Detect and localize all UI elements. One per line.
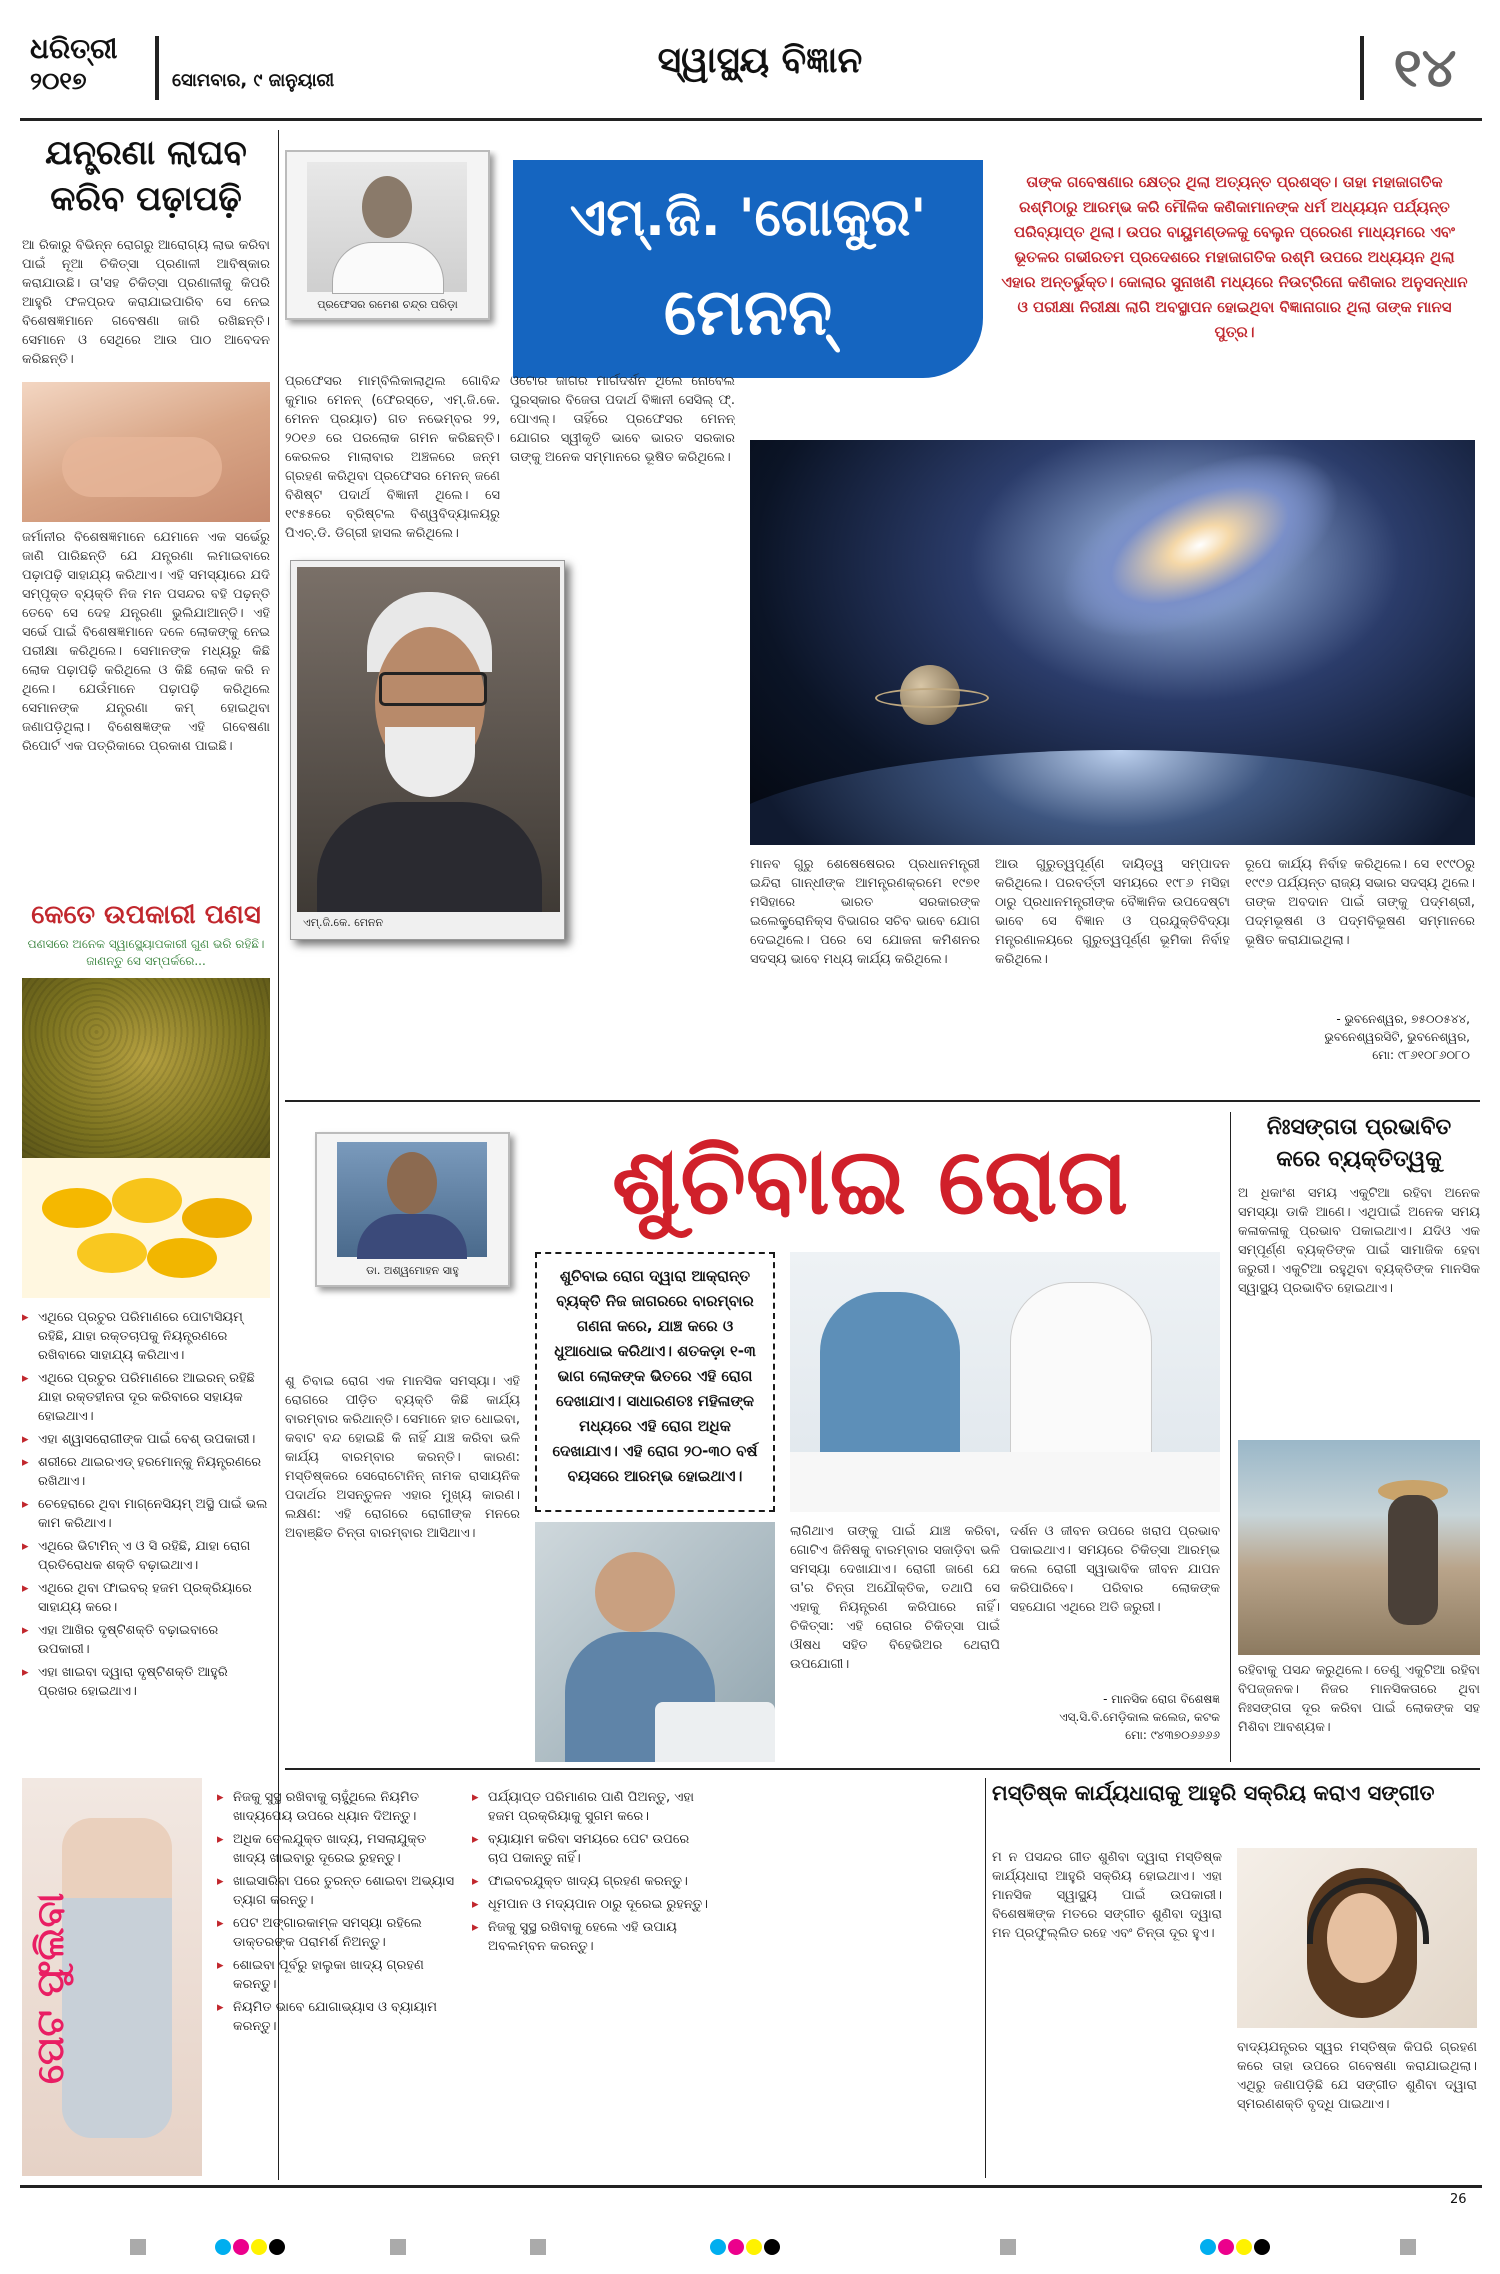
tummy-article (22, 1778, 952, 2178)
ocd-byline-3: ମୋ: ୯୪୩୭୦୬୬୬୬ (1125, 1728, 1220, 1742)
tummy-photo (22, 1778, 202, 2176)
list-item: ▸ ଏହା ଶ୍ୱାସରୋଗୀଙ୍କ ପାଇଁ ବେଶ୍ ଉପକାରୀ। (22, 1430, 270, 1449)
print-registration-marks (0, 2235, 1500, 2265)
loneliness-title-1: ନିଃସଙ୍ଗତା ପ୍ରଭାବିତ (1266, 1115, 1452, 1140)
list-item: ▸ ଖାଇସାରିବା ପରେ ତୁରନ୍ତ ଶୋଇବା ଅଭ୍ୟାସ ତ୍ୟାଗ କରନ୍ତୁ। (217, 1872, 457, 1910)
intro-text: ତାଙ୍କ ଗବେଷଣାର କ୍ଷେତ୍ର ଥିଲା ଅତ୍ୟନ୍ତ ପ୍ରଶସ୍ତ। ତାହା ମହାଜାଗତିକ ରଶ୍ମିଠାରୁ ଆରମ୍ଭ କରି ମୌଳିକ କଣିକାମାନଙ୍କ ଧର୍ମ ଅଧ୍ୟୟନ ପର୍ଯ୍ୟନ୍ତ ପରିବ୍ୟାପ୍ତ ଥିଲା। ଉପର ବାୟୁମଣ୍ଡଳକୁ ବେଲୁନ ପ୍ରେରଣ ମାଧ୍ୟମରେ ଏବଂ ଭୂତଳର ଗଭୀରତମ ପ୍ରଦେଶରେ ମହାଜାଗତିକ ରଶ୍ମି ଉପରେ ଅଧ୍ୟୟନ ଥିଲା ଏହାର ଅନ୍ତର୍ଭୁକ୍ତ। କୋଲାର ସୁନାଖଣି ମଧ୍ୟରେ ନିଉଟ୍ରିନୋ କଣିକାର ଅନୁସନ୍ଧାନ ଓ ପରୀକ୍ଷା ନିରୀକ୍ଷା ଲାଗି ଅବସ୍ଥାପନ ହୋଇଥିବା ବିଜ୍ଞାନାଗାର ଥିଲା ତାଙ୍କ ମାନସ ପୁତ୍ର। (1001, 173, 1468, 341)
list-item: ▸ ଅଧିକ ତେଲଯୁକ୍ତ ଖାଦ୍ୟ, ମସଲାଯୁକ୍ତ ଖାଦ୍ୟ ଖାଇବାରୁ ଦୂରେଇ ରୁହନ୍ତୁ। (217, 1830, 457, 1868)
doctor-photo-frame (315, 1132, 510, 1287)
reg-mark (1218, 2239, 1234, 2255)
list-item: ▸ ଶରୀରେ ଥାଇରଏଡ୍ ହରମୋନ୍କୁ ନିୟନ୍ତ୍ରଣରେ ରଖିଥାଏ। (22, 1453, 270, 1491)
bulb-5 (147, 1238, 217, 1278)
ocd-byline (1010, 1690, 1220, 1744)
bottom-rule (20, 2185, 1482, 2188)
desk-shape (790, 1452, 1220, 1512)
music-text-2: ବାଦ୍ୟଯନ୍ତ୍ରର ସ୍ୱର ମସ୍ତିଷ୍କ କିପରି ଗ୍ରହଣ କରେ ତାହା ଉପରେ ଗବେଷଣା କରାଯାଇଥିଲା। ଏଥିରୁ ଜଣାପଡ଼ିଛି ଯେ ସଙ୍ଗୀତ ଶୁଣିବା ଦ୍ୱାରା ସ୍ମରଣଶକ୍ତି ବୃଦ୍ଧି ପାଇଥାଏ। (1237, 2040, 1477, 2112)
list-item: ▸ ଏହା ଖାଇବା ଦ୍ୱାରା ଦୃଷ୍ଟିଶକ୍ତି ଆହୁରି ପ୍ରଖର ହୋଇଥାଏ। (22, 1663, 270, 1701)
menon-glasses (379, 672, 487, 706)
reg-mark (728, 2239, 744, 2255)
list-item: ▸ ଚେହେରାରେ ଥିବା ମାଗ୍ନେସିୟମ୍ ଅସ୍ଥି ପାଇଁ ଭଲ କାମ କରିଥାଏ। (22, 1495, 270, 1533)
ocd-boxed-text: ଶୁଚିବାଇ ରୋଗ ଦ୍ୱାରା ଆକ୍ରାନ୍ତ ବ୍ୟକ୍ତି ନିଜ ଜାଗରରେ ବାରମ୍ବାର ଗଣନା କରେ, ଯାଞ୍ଚ କରେ ଓ ଧୁଆଧୋଇ କରିଥାଏ। ଶତକଡ଼ା ୧-୩ ଭାଗ ଲୋକଙ୍କ ଭିତରେ ଏହି ରୋଗ ଦେଖାଯାଏ। ସାଧାରଣତଃ ମହିଳାଙ୍କ ମଧ୍ୟରେ ଏହି ରୋଗ ଅଧିକ ଦେଖାଯାଏ। ଏହି ରୋଗ ୨୦-୩୦ ବର୍ଷ ବୟସରେ ଆରମ୍ଭ ହୋଇଥାଏ। (552, 1267, 758, 1485)
reg-mark (251, 2239, 267, 2255)
ocd-boxed-quote (535, 1252, 775, 1512)
reg-mark (1400, 2239, 1416, 2255)
list-item: ▸ ଏଥିରେ ପ୍ରଚୁର ପରିମାଣରେ ଆଇରନ୍ ରହିଛି ଯାହା ରକ୍ତହୀନତା ଦୂର କରିବାରେ ସହାୟକ ହୋଇଥାଏ। (22, 1369, 270, 1426)
reg-mark (1200, 2239, 1216, 2255)
issue-date: ସୋମବାର, ୯ ଜାନୁୟାରୀ (172, 70, 335, 91)
pain-text: ଆ ରିକାରୁ ବିଭିନ୍ନ ରୋଗରୁ ଆରୋଗ୍ୟ ଲାଭ କରିବା ପାଇଁ ନୂଆ ଚିକିତ୍ସା ପ୍ରଣାଳୀ ଆବିଷ୍କାର କରାଯାଉଛି। ତା'ସହ ଚିକିତ୍ସା ପ୍ରଣାଳୀକୁ କିପରି ଆହୁରି ଫଳପ୍ରଦ କରାଯାଇପାରିବ ସେ ନେଇ ବିଶେଷଜ୍ଞମାନେ ଗବେଷଣା ଜାରି ରଖିଛନ୍ତି। ସେମାନେ ଓ ସେଥିରେ ଆଉ ପାଠ ଆବେଦନ କରିଛନ୍ତି। (22, 238, 270, 367)
reg-mark (710, 2239, 726, 2255)
author-photo (307, 162, 467, 292)
list-item: ▸ ଏହା ଆଖିର ଦୃଷ୍ଟିଶକ୍ତି ବଢ଼ାଇବାରେ ଉପକାରୀ। (22, 1621, 270, 1659)
author-head (362, 176, 412, 238)
brand-year: ୨୦୧୭ (30, 67, 87, 95)
body-col-5: ରୂପେ କାର୍ଯ୍ୟ ନିର୍ବାହ କରିଥିଲେ। ସେ ୧୯୯୦ରୁ ୧୯୯୬ ପର୍ଯ୍ୟନ୍ତ ରାଜ୍ୟ ସଭାର ସଦସ୍ୟ ଥିଲେ। ତାଙ୍କ ଅବଦାନ ପାଇଁ ତାଙ୍କୁ ପଦ୍ମଶ୍ରୀ, ପଦ୍ମଭୂଷଣ ଓ ପଦ୍ମବିଭୂଷଣ ସମ୍ମାନରେ ଭୂଷିତ କରାଯାଇଥିଲା। (1245, 857, 1475, 948)
bulb-4 (77, 1233, 147, 1273)
man-shape (595, 1552, 675, 1632)
byline-name: - ଭୁବନେଶ୍ୱର, ୭୫୦୦୫୪୪, (1336, 1012, 1470, 1026)
menon-suit (317, 802, 542, 912)
jackfruit-benefits (22, 1308, 270, 1701)
tummy-tips-left (217, 1788, 457, 2040)
sink-shape (655, 1702, 775, 1762)
ocd-byline-2: ଏସ୍.ସି.ବି.ମେଡ଼ିକାଲ କଲେଜ, କଟକ (1059, 1710, 1220, 1724)
reg-mark (530, 2239, 546, 2255)
headline-box (513, 160, 983, 378)
list-item: ▸ ନିଜକୁ ସୁସ୍ଥ ରଖିବାକୁ ଚାହୁଁଥିଲେ ନିୟମିତ ଖାଦ୍ୟପେୟ ଉପରେ ଧ୍ୟାନ ଦିଅନ୍ତୁ। (217, 1788, 457, 1826)
reg-mark (390, 2239, 406, 2255)
reg-mark (1000, 2239, 1016, 2255)
menon-byline (1245, 1010, 1470, 1064)
jackfruit-subtitle: ପଣସରେ ଅନେକ ସ୍ୱାସ୍ଥ୍ୟୋପକାରୀ ଗୁଣ ଭରି ରହିଛି। ଜାଣନ୍ତୁ ସେ ସମ୍ପର୍କରେ... (27, 937, 265, 968)
masthead-divider-right (1360, 36, 1364, 100)
jackfruit-photo (22, 978, 270, 1158)
pain-title: ଯନ୍ତ୍ରଣା ଲାଘବ କରିବ ପଢ଼ାପଢ଼ି (45, 133, 247, 219)
reg-mark (130, 2239, 146, 2255)
reg-mark (746, 2239, 762, 2255)
doctor-photo (337, 1142, 487, 1257)
footer-page-number: 26 (1450, 2192, 1467, 2207)
loneliness-text: ଅ ଧିକାଂଶ ସମୟ ଏକୁଟିଆ ରହିବା ଅନେକ ସମସ୍ୟା ଡାକି ଆଣେ। ଏଥିପାଇଁ ଅନେକ ସମୟ କଳାକଳାକୁ ପ୍ରଭାବ ପକାଇଥାଏ। ଯଦିଓ ଏକ ସମ୍ପୂର୍ଣ୍ଣ ବ୍ୟକ୍ତିଙ୍କ ପାଇଁ ସାମାଜିକ ହେବା ଜରୁରୀ। ଏକୁଟିଆ ରହୁଥିବା ବ୍ୟକ୍ତିଙ୍କ ମାନସିକ ସ୍ୱାସ୍ଥ୍ୟ ପ୍ରଭାବିତ ହୋଇଥାଏ। (1238, 1186, 1480, 1296)
ocd-article (285, 1112, 1225, 1762)
beach-photo (1238, 1440, 1480, 1655)
list-item: ▸ ଶୋଇବା ପୂର୍ବରୁ ହାଲୁକା ଖାଦ୍ୟ ଗ୍ରହଣ କରନ୍ତୁ। (217, 1956, 457, 1994)
headline-line1: ଏମ୍.ଜି. 'ଗୋକୁର' (569, 188, 927, 248)
loneliness-text-2: ରହିବାକୁ ପସନ୍ଦ କରୁଥିଲେ। ତେଣୁ ଏକୁଟିଆ ରହିବା ବିପଜ୍ଜନକ। ନିଜର ମାନସିକତାରେ ଥିବା ନିଃସଙ୍ଗତା ଦୂର କରିବା ପାଇଁ ଲୋକଙ୍କ ସହ ମିଶିବା ଆବଶ୍ୟକ। (1238, 1663, 1480, 1735)
reg-mark (1254, 2239, 1270, 2255)
menon-photo-caption: ଏମ୍.ଜି.କେ. ମେନନ (303, 916, 384, 929)
music-text: ମ ନ ପସନ୍ଦର ଗୀତ ଶୁଣିବା ଦ୍ୱାରା ମସ୍ତିଷ୍କ କାର୍ଯ୍ୟଧାରା ଆହୁରି ସକ୍ରିୟ ହୋଇଥାଏ। ଏହା ମାନସିକ ସ୍ୱାସ୍ଥ୍ୟ ପାଇଁ ଉପକାରୀ। ବିଶେଷଜ୍ଞଙ୍କ ମତରେ ସଙ୍ଗୀତ ଶୁଣିବା ଦ୍ୱାରା ମନ ପ୍ରଫୁଲ୍ଲିତ ରହେ ଏବଂ ଚିନ୍ତା ଦୂର ହୁଏ। (992, 1850, 1222, 1941)
doctor-caption: ଡା. ଅଶ୍ୱମୋହନ ସାହୁ (366, 1264, 459, 1277)
belly-pain-photo (22, 382, 270, 522)
tummy-shirt (62, 1898, 172, 2138)
body-col-1: ପ୍ରଫେସର ମାମ୍ବିଲିକାଲାଥିଲ ଗୋବିନ୍ଦ କୁମାର ମେନନ୍ (ଫେରସ୍ତେ, ଏମ୍.ଜି.କେ. ମେନନ ପ୍ରୟାତ) ଗତ ନଭେମ୍ବର ୨୨, ୨୦୧୬ ରେ ପରଲୋକ ଗମନ କରିଛନ୍ତି। କେରଳର ମାଲାବାର ଅଞ୍ଚଳରେ ଜନ୍ମ ଗ୍ରହଣ କରିଥିବା ପ୍ରଫେସର ମେନନ୍ ଜଣେ ବିଶିଷ୍ଟ ପଦାର୍ଥ ବିଜ୍ଞାନୀ ଥିଲେ। ସେ ୧୯୫୫ରେ ବ୍ରିଷ୍ଟଲ ବିଶ୍ୱବିଦ୍ୟାଳୟରୁ ପିଏଚ୍.ଡି. ଡିଗ୍ରୀ ହାସଲ କରିଥିଲେ। (285, 374, 500, 541)
woman-body (1388, 1495, 1438, 1625)
masthead (20, 18, 1482, 118)
author-caption: ପ୍ରଫେସର ରମେଶ ଚନ୍ଦ୍ର ପରିଡ଼ା (317, 298, 458, 311)
reg-mark (764, 2239, 780, 2255)
brand-logo (30, 32, 150, 96)
reg-mark (269, 2239, 285, 2255)
menon-bottom-rule (285, 1100, 1480, 1102)
list-item: ▸ ଫାଇବରଯୁକ୍ତ ଖାଦ୍ୟ ଗ୍ରହଣ କରନ୍ତୁ। (472, 1872, 712, 1891)
masthead-divider-left (155, 36, 159, 100)
author-photo-frame (285, 150, 490, 320)
jackfruit-texture (22, 978, 270, 1158)
planet-ring (875, 688, 989, 708)
list-item: ▸ ଏଥିରେ ଥିବା ଫାଇବର୍ ହଜମ ପ୍ରକ୍ରିୟାରେ ସାହାଯ୍ୟ କରେ। (22, 1579, 270, 1617)
bulb-3 (182, 1198, 252, 1238)
handwashing-photo (535, 1522, 775, 1762)
list-item: ▸ ପର୍ଯ୍ୟାପ୍ତ ପରିମାଣର ପାଣି ପିଅନ୍ତୁ, ଏହା ହଜମ ପ୍ରକ୍ରିୟାକୁ ସୁଗମ କରେ। (472, 1788, 712, 1826)
loneliness-article (1238, 1112, 1480, 1762)
bulb-2 (112, 1178, 182, 1223)
body-col-2: ଓଟୋର ଜାଗର ମାର୍ଗଦର୍ଶନ ଥିଲେ ନୋବେଲ ପୁରସ୍କାର ବିଜେତା ପଦାର୍ଥ ବିଜ୍ଞାନୀ ସେସିଲ୍ ଫ୍. ପୋଏଲ୍। ତାହିଁରେ ପ୍ରଫେସର ମେନନ୍ ଯୋଗର ସ୍ୱୀକୃତି ଭାବେ ଭାରତ ସରକାର ତାଙ୍କୁ ଅନେକ ସମ୍ମାନରେ ଭୂଷିତ କରିଥିଲେ। (510, 374, 735, 465)
masthead-rule (20, 118, 1482, 121)
hands-shape (62, 437, 222, 497)
reg-mark (233, 2239, 249, 2255)
ocd-right-rule (1230, 1112, 1231, 1762)
ocd-body-2: ଲାଗିଥାଏ ତାଙ୍କୁ ପାଇଁ ଯାଞ୍ଚ କରିବା, ଗୋଟିଏ ଜିନିଷକୁ ବାରମ୍ବାର ସଜାଡ଼ିବା ଭଳି ସମସ୍ୟା ଦେଖାଯାଏ। ରୋଗୀ ଜାଣେ ଯେ ତା'ର ଚିନ୍ତା ଅଯୌକ୍ତିକ, ତଥାପି ସେ ଏହାକୁ ନିୟନ୍ତ୍ରଣ କରିପାରେ ନାହିଁ। ଚିକିତ୍ସା: ଏହି ରୋଗର ଚିକିତ୍ସା ପାଇଁ ଔଷଧ ସହିତ ବିହେଭିଅର ଥେରାପି ଉପଯୋଗୀ। (790, 1524, 1000, 1672)
loneliness-title-2: କରେ ବ୍ୟକ୍ତିତ୍ୱକୁ (1276, 1147, 1442, 1172)
list-item: ▸ ଧୂମପାନ ଓ ମଦ୍ୟପାନ ଠାରୁ ଦୂରେଇ ରୁହନ୍ତୁ। (472, 1895, 712, 1914)
music-title: ମସ୍ତିଷ୍କ କାର୍ଯ୍ୟଧାରାକୁ ଆହୁରି ସକ୍ରିୟ କରାଏ ସଙ୍ଗୀତ (992, 1781, 1435, 1805)
reg-mark (1236, 2239, 1252, 2255)
tummy-label: ପେଟ ଫୁଲିବା (28, 1892, 72, 2084)
jackfruit-title: କେତେ ଉପକାରୀ ପଣସ (31, 900, 261, 930)
author-shirt (332, 242, 444, 294)
section-title: ସ୍ୱାସ୍ଥ୍ୟ ବିଜ୍ଞାନ (657, 40, 863, 81)
planet-large (750, 750, 1475, 845)
page-number-header: ୧୪ (1393, 36, 1457, 99)
pain-article (22, 130, 270, 890)
list-item: ▸ ବ୍ୟାୟାମ କରିବା ସମୟରେ ପେଟ ଉପରେ ଚାପ ପକାନ୍ତୁ ନାହିଁ। (472, 1830, 712, 1868)
menon-photo (297, 567, 560, 912)
ocd-byline-1: - ମାନସିକ ରୋଗ ବିଶେଷଜ୍ଞ (1103, 1692, 1220, 1706)
ocd-body-1: ଶୁ ଚିବାଇ ରୋଗ ଏକ ମାନସିକ ସମସ୍ୟା। ଏହି ରୋଗରେ ପୀଡ଼ିତ ବ୍ୟକ୍ତି କିଛି କାର୍ଯ୍ୟ ବାରମ୍ବାର କରିଥାନ୍ତି। ସେମାନେ ହାତ ଧୋଇବା, କବାଟ ବନ୍ଦ ହୋଇଛି କି ନାହିଁ ଯାଞ୍ଚ କରିବା ଭଳି କାର୍ଯ୍ୟ ବାରମ୍ବାର କରନ୍ତି। କାରଣ: ମସ୍ତିଷ୍କରେ ସେରୋଟୋନିନ୍ ନାମକ ରାସାୟନିକ ପଦାର୍ଥର ଅସନ୍ତୁଳନ ଏହାର ମୁଖ୍ୟ କାରଣ। ଲକ୍ଷଣ: ଏହି ରୋଗରେ ରୋଗୀଙ୍କ ମନରେ ଅବାଞ୍ଛିତ ଚିନ୍ତା ବାରମ୍ବାର ଆସିଥାଏ। (285, 1374, 520, 1541)
body-col-3: ମାନବ ଗୁରୁ ଶେଷେଷେରର ପ୍ରଧାନମନ୍ତ୍ରୀ ଇନ୍ଦିରା ଗାନ୍ଧୀଙ୍କ ଆମନ୍ତ୍ରଣକ୍ରମେ ୧୯୭୧ ମସିହାରେ ଭାରତ ସରକାରଙ୍କ ଇଲେକ୍ଟ୍ରୋନିକ୍ସ ବିଭାଗର ସଚିବ ଭାବେ ଯୋଗ ଦେଇଥିଲେ। ପରେ ସେ ଯୋଜନା କମିଶନର ସଦସ୍ୟ ଭାବେ ମଧ୍ୟ କାର୍ଯ୍ୟ କରିଥିଲେ। (750, 857, 980, 967)
galaxy-spiral (1032, 440, 1367, 676)
headline-line2: ମେନନ୍ (663, 276, 833, 350)
menon-beard (385, 727, 475, 797)
ocd-bottom-rule (285, 1768, 1480, 1770)
music-photo (1237, 1848, 1477, 2028)
byline-address: ଭୁବନେଶ୍ୱରସିଟି, ଭୁବନେଶ୍ୱର, (1324, 1030, 1470, 1044)
menon-article (285, 150, 1480, 1095)
byline-phone: ମୋ: ୯୮୬୧୦୮୬୦୮୦ (1372, 1048, 1470, 1062)
doctor-shirt (357, 1214, 467, 1259)
list-item: ▸ ଏଥିରେ ପ୍ରଚୁର ପରିମାଣରେ ପୋଟାସିୟମ୍ ରହିଛି, ଯାହା ରକ୍ତଚାପକୁ ନିୟନ୍ତ୍ରଣରେ ରଖିବାରେ ସାହାଯ୍ୟ କରିଥାଏ। (22, 1308, 270, 1365)
list-item: ▸ ପେଟ ଅଙ୍ଗାରକାମ୍ଳ ସମସ୍ୟା ରହିଲେ ଡାକ୍ତରଙ୍କ ପରାମର୍ଶ ନିଅନ୍ତୁ। (217, 1914, 457, 1952)
ocd-headline: ଶୁଚିବାଇ ରୋଗ (611, 1128, 1129, 1235)
galaxy-image (750, 440, 1475, 845)
pain-text-2: ଜର୍ମାନୀର ବିଶେଷଜ୍ଞମାନେ ଯେମାନେ ଏକ ସର୍ଭେରୁ ଜାଣି ପାରିଛନ୍ତି ଯେ ଯନ୍ତ୍ରଣା ଲମାଇବାରେ ପଢ଼ାପଢ଼ି ସାହାଯ୍ୟ କରିଥାଏ। ଏହି ସମସ୍ୟାରେ ଯଦି ସମ୍ପୃକ୍ତ ବ୍ୟକ୍ତି ନିଜ ମନ ପସନ୍ଦର ବହି ପଢ଼ନ୍ତି ତେବେ ସେ ଦେହ ଯନ୍ତ୍ରଣା ଭୁଲିଯାଆନ୍ତି। ଏହି ସର୍ଭେ ପାଇଁ ବିଶେଷଜ୍ଞମାନେ ଦଳେ ଲୋକଙ୍କୁ ନେଇ ପରୀକ୍ଷା କରିଥିଲେ। ସେମାନଙ୍କ ମଧ୍ୟରୁ କିଛି ଲୋକ ପଢ଼ାପଢ଼ି କରିଥିଲେ ଓ କିଛି ଲୋକ କରି ନ ଥିଲେ। ଯେଉଁମାନେ ପଢ଼ାପଢ଼ି କରିଥିଲେ ସେମାନଙ୍କ ଯନ୍ତ୍ରଣା କମ୍ ହୋଇଥିବା ଜଣାପଡ଼ିଥିଲା। ବିଶେଷଜ୍ଞଙ୍କ ଏହି ଗବେଷଣା ରିପୋର୍ଟ ଏକ ପତ୍ରିକାରେ ପ୍ରକାଶ ପାଇଛି। (22, 530, 270, 754)
list-item: ▸ ନିୟମିତ ଭାବେ ଯୋଗାଭ୍ୟାସ ଓ ବ୍ୟାୟାମ କରନ୍ତୁ। (217, 1998, 457, 2036)
tummy-tips-right (472, 1788, 712, 1960)
list-item: ▸ ଏଥିରେ ଭିଟାମିନ୍ ଏ ଓ ସି ରହିଛି, ଯାହା ରୋଗ ପ୍ରତିରୋଧକ ଶକ୍ତି ବଢ଼ାଇଥାଏ। (22, 1537, 270, 1575)
body-col-4: ଆଉ ଗୁରୁତ୍ୱପୂର୍ଣ୍ଣ ଦାୟିତ୍ୱ ସମ୍ପାଦନ କରିଥିଲେ। ପରବର୍ତ୍ତୀ ସମୟରେ ୧୯୮୬ ମସିହା ଠାରୁ ପ୍ରଧାନମନ୍ତ୍ରୀଙ୍କ ବୈଜ୍ଞାନିକ ଉପଦେଷ୍ଟା ଭାବେ ସେ ବିଜ୍ଞାନ ଓ ପ୍ରଯୁକ୍ତିବିଦ୍ୟା ମନ୍ତ୍ରଣାଳୟରେ ଗୁରୁତ୍ୱପୂର୍ଣ୍ଣ ଭୂମିକା ନିର୍ବାହ କରିଥିଲେ। (995, 857, 1230, 967)
menon-photo-frame (290, 560, 565, 940)
list-item: ▸ ନିଜକୁ ସୁସ୍ଥ ରଖିବାକୁ ହେଲେ ଏହି ଉପାୟ ଅବଲମ୍ବନ କରନ୍ତୁ। (472, 1918, 712, 1956)
brand-name: ଧରିତ୍ରୀ (30, 32, 118, 65)
tummy-right-rule (985, 1778, 986, 2178)
reg-mark (215, 2239, 231, 2255)
jackfruit-bulbs-photo (22, 1158, 270, 1298)
ocd-body-3: ଦର୍ଶନ ଓ ଜୀବନ ଉପରେ ଖରାପ ପ୍ରଭାବ ପକାଇଥାଏ। ସମୟରେ ଚିକିତ୍ସା ଆରମ୍ଭ କଲେ ରୋଗୀ ସ୍ୱାଭାବିକ ଜୀବନ ଯାପନ କରିପାରିବେ। ପରିବାର ଲୋକଙ୍କ ସହଯୋଗ ଏଥିରେ ଅତି ଜରୁରୀ। (1010, 1524, 1220, 1615)
bulb-1 (42, 1188, 112, 1228)
doctor-patient-photo (790, 1252, 1220, 1512)
doctor-head (387, 1152, 437, 1214)
music-article (992, 1778, 1480, 2178)
